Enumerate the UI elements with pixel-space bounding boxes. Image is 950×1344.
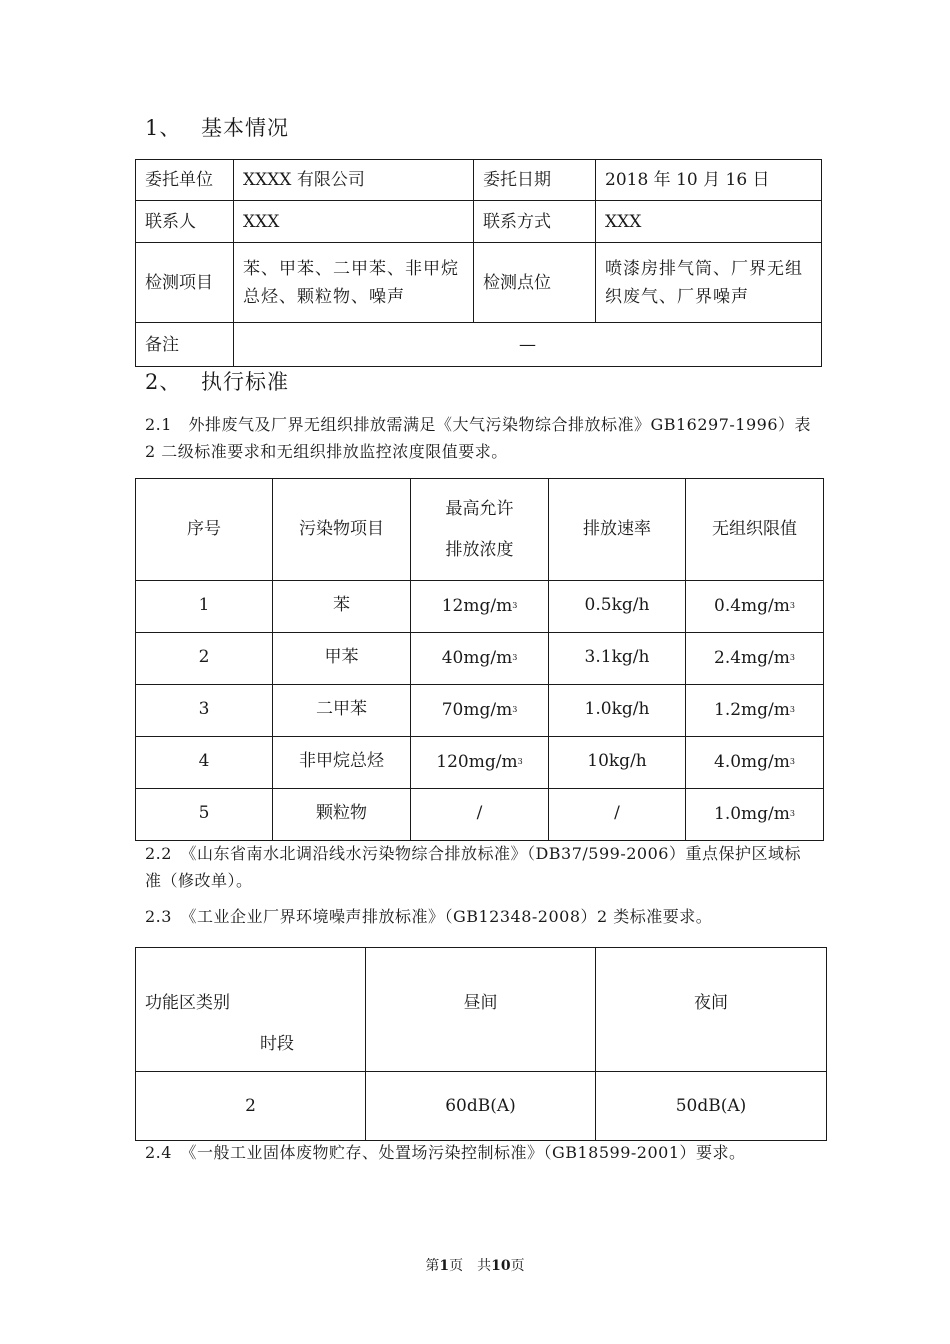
header-period: 时段: [260, 1034, 294, 1054]
cell-concentration: [411, 633, 549, 685]
basic-row: [136, 201, 822, 243]
section-1-number: 1、: [145, 116, 182, 140]
basic-row: [136, 323, 822, 367]
header-concentration-line2: 排放浓度: [445, 539, 514, 560]
limit-value: 1.0mg/m: [714, 804, 790, 824]
emission-header-row: [136, 479, 824, 581]
label-contact-method: 联系方式: [474, 201, 596, 243]
unit-superscript: 3: [789, 653, 795, 662]
limit-value: 4.0mg/m: [714, 752, 790, 772]
basic-info-table: [135, 159, 822, 367]
paragraph-2-2: 2.2 《山东省南水北调沿线水污染物综合排放标准》（DB37/599-2006）重点保护区域标准（修改单）。: [145, 844, 801, 890]
unit-superscript: 3: [512, 653, 518, 662]
cell-day-limit: 60dB(A): [366, 1072, 596, 1141]
cell-pollutant: 苯: [273, 581, 411, 633]
unit-superscript: 3: [512, 601, 518, 610]
cell-rate: 3.1kg/h: [549, 633, 686, 685]
value-remark: —: [234, 323, 822, 367]
cell-night-limit: 50dB(A): [596, 1072, 827, 1141]
cell-concentration: [411, 581, 549, 633]
emission-standard-table: [135, 478, 824, 841]
conc-value: 120mg/m: [436, 752, 518, 772]
cell-rate: 1.0kg/h: [549, 685, 686, 737]
cell-seq: 2: [136, 633, 273, 685]
section-2-title: 执行标准: [201, 370, 289, 394]
header-day: 昼间: [366, 948, 596, 1072]
unit-superscript: 3: [789, 809, 795, 818]
cell-rate: /: [549, 789, 686, 841]
paragraph-2-1: 2.1 外排废气及厂界无组织排放需满足《大气污染物综合排放标准》GB16297-1996）表 2 二级标准要求和无组织排放监控浓度限值要求。: [145, 415, 812, 461]
value-date: 2018 年 10 月 16 日: [596, 160, 822, 201]
table-row: [136, 685, 824, 737]
cell-pollutant: 甲苯: [273, 633, 411, 685]
label-test-points: 检测点位: [474, 243, 596, 323]
cell-limit: [686, 633, 824, 685]
label-test-items: 检测项目: [136, 243, 234, 323]
basic-row: [136, 160, 822, 201]
value-test-points: 喷漆房排气筒、厂界无组织废气、厂界噪声: [596, 243, 822, 323]
footer-total-pages: 10: [491, 1258, 511, 1274]
noise-header-row: [136, 948, 827, 1072]
conc-value: 12mg/m: [441, 596, 513, 616]
header-seq: 序号: [136, 479, 273, 581]
label-contact: 联系人: [136, 201, 234, 243]
value-contact: XXX: [234, 201, 474, 243]
table-row: [136, 1072, 827, 1141]
header-concentration-line1: 最高允许: [445, 498, 514, 519]
header-unorganized-limit: 无组织限值: [686, 479, 824, 581]
cell-rate: 0.5kg/h: [549, 581, 686, 633]
limit-value: 2.4mg/m: [714, 648, 790, 668]
cell-area-class: 2: [136, 1072, 366, 1141]
cell-limit: [686, 789, 824, 841]
header-concentration: [411, 479, 549, 581]
header-pollutant: 污染物项目: [273, 479, 411, 581]
section-1-title: 基本情况: [201, 116, 289, 140]
conc-value: 40mg/m: [441, 648, 513, 668]
cell-limit: [686, 685, 824, 737]
section-2-number: 2、: [145, 370, 182, 394]
cell-pollutant: 二甲苯: [273, 685, 411, 737]
cell-rate: 10kg/h: [549, 737, 686, 789]
paragraph-2-3: 2.3 《工业企业厂界环境噪声排放标准》（GB12348-2008）2 类标准要求。: [145, 907, 713, 926]
basic-row: [136, 243, 822, 323]
table-row: [136, 581, 824, 633]
cell-limit: [686, 581, 824, 633]
page-footer: [0, 1255, 950, 1275]
cell-pollutant: 非甲烷总烃: [273, 737, 411, 789]
unit-superscript: 3: [789, 757, 795, 766]
value-test-items: 苯、甲苯、二甲苯、非甲烷总烃、颗粒物、噪声: [234, 243, 474, 323]
header-rate: 排放速率: [549, 479, 686, 581]
limit-value: 1.2mg/m: [714, 700, 790, 720]
cell-seq: 1: [136, 581, 273, 633]
label-client: 委托单位: [136, 160, 234, 201]
table-row: [136, 633, 824, 685]
noise-standard-table: [135, 947, 827, 1141]
conc-value: 70mg/m: [441, 700, 513, 720]
section-2-heading: [145, 366, 289, 396]
cell-concentration: [411, 737, 549, 789]
cell-concentration: [411, 685, 549, 737]
cell-seq: 4: [136, 737, 273, 789]
header-area-period: [136, 948, 366, 1072]
footer-mid: 页 共: [449, 1258, 492, 1274]
unit-superscript: 3: [789, 601, 795, 610]
limit-value: 0.4mg/m: [714, 596, 790, 616]
footer-page-number: 1: [439, 1258, 450, 1274]
footer-post: 页: [510, 1258, 525, 1274]
cell-pollutant: 颗粒物: [273, 789, 411, 841]
value-contact-method: XXX: [596, 201, 822, 243]
label-date: 委托日期: [474, 160, 596, 201]
label-remark: 备注: [136, 323, 234, 367]
header-area-class: 功能区类别: [145, 993, 230, 1013]
cell-limit: [686, 737, 824, 789]
value-client: XXXX 有限公司: [234, 160, 474, 201]
footer-pre: 第: [425, 1258, 440, 1274]
unit-superscript: 3: [512, 705, 518, 714]
header-night: 夜间: [596, 948, 827, 1072]
unit-superscript: 3: [517, 757, 523, 766]
table-row: [136, 789, 824, 841]
paragraph-2-4: 2.4 《一般工业固体废物贮存、处置场污染控制标准》（GB18599-2001）要求。: [145, 1143, 746, 1162]
unit-superscript: 3: [789, 705, 795, 714]
cell-concentration: /: [411, 789, 549, 841]
table-row: [136, 737, 824, 789]
cell-seq: 3: [136, 685, 273, 737]
cell-seq: 5: [136, 789, 273, 841]
section-1-heading: [145, 112, 289, 142]
